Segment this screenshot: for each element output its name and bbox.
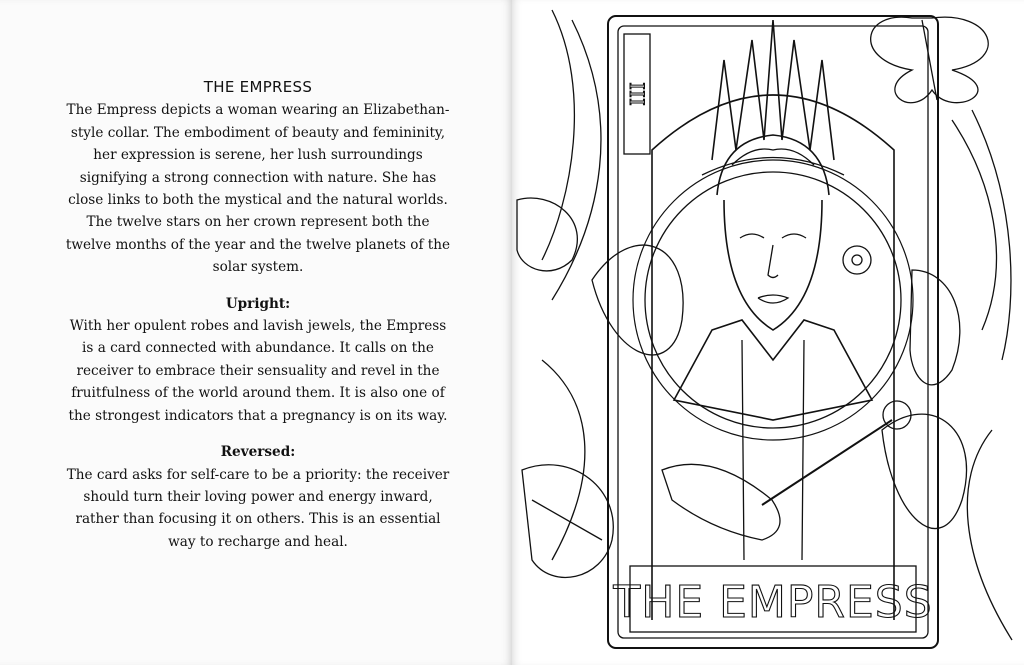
card-inner-frame (618, 26, 928, 638)
small-flower (843, 246, 871, 274)
card-name: THE EMPRESS (613, 577, 933, 628)
leaf-line (542, 10, 574, 260)
card-arch (652, 95, 894, 620)
butterfly-right (910, 270, 960, 385)
butterfly-left (517, 198, 577, 271)
card-frame (608, 16, 938, 648)
right-page (512, 0, 1024, 665)
right-eye (782, 234, 806, 238)
iris-flower-left (592, 245, 683, 355)
page-title: THE EMPRESS (203, 78, 313, 96)
hand (662, 464, 780, 540)
left-eye (740, 234, 764, 238)
collar (674, 320, 872, 420)
leaf-line (552, 20, 601, 300)
reversed-paragraph: The card asks for self-care to be a priority: the receiver should turn their loving power and energy inward, rather than focusing it on others. This is an essential way to recharge and heal. (66, 466, 450, 550)
face-outline (724, 200, 822, 330)
card-numeral: III (625, 82, 649, 106)
intro-paragraph: The Empress depicts a woman wearing an Elizabethan-style collar. The embodiment of beauty and femininity, her expression is serene, her lush surroundings signifying a strong connection with nature. She has close links to both the mystical and the natural worlds. The twelve stars on her crown represent both the twelve months of the year and the twelve planets of the solar system. (65, 102, 451, 276)
butterfly-bottom-left (522, 465, 613, 578)
empress-illustration (512, 0, 1024, 665)
robe-lines (742, 340, 804, 560)
crown (712, 20, 834, 160)
upright-heading: Upright: (225, 295, 291, 312)
upright-paragraph: With her opulent robes and lavish jewels, the Empress is a card connected with abundance. It calls on the receiver to embrace their sensuality and revel in the fruitfulness of the world around them. It is also one of the strongest indicators that a pregnancy is on its way. (68, 318, 448, 424)
leaf-line (967, 430, 1012, 640)
scepter-orb (883, 401, 911, 429)
nose (768, 245, 778, 278)
scepter (762, 420, 892, 505)
reversed-heading: Reversed: (220, 444, 296, 461)
leaf-line (972, 110, 1011, 360)
card-description (62, 76, 454, 553)
small-flower-center (852, 255, 862, 265)
mouth (758, 295, 788, 303)
leaf-line (542, 360, 585, 560)
butterfly-top-right (871, 17, 989, 103)
